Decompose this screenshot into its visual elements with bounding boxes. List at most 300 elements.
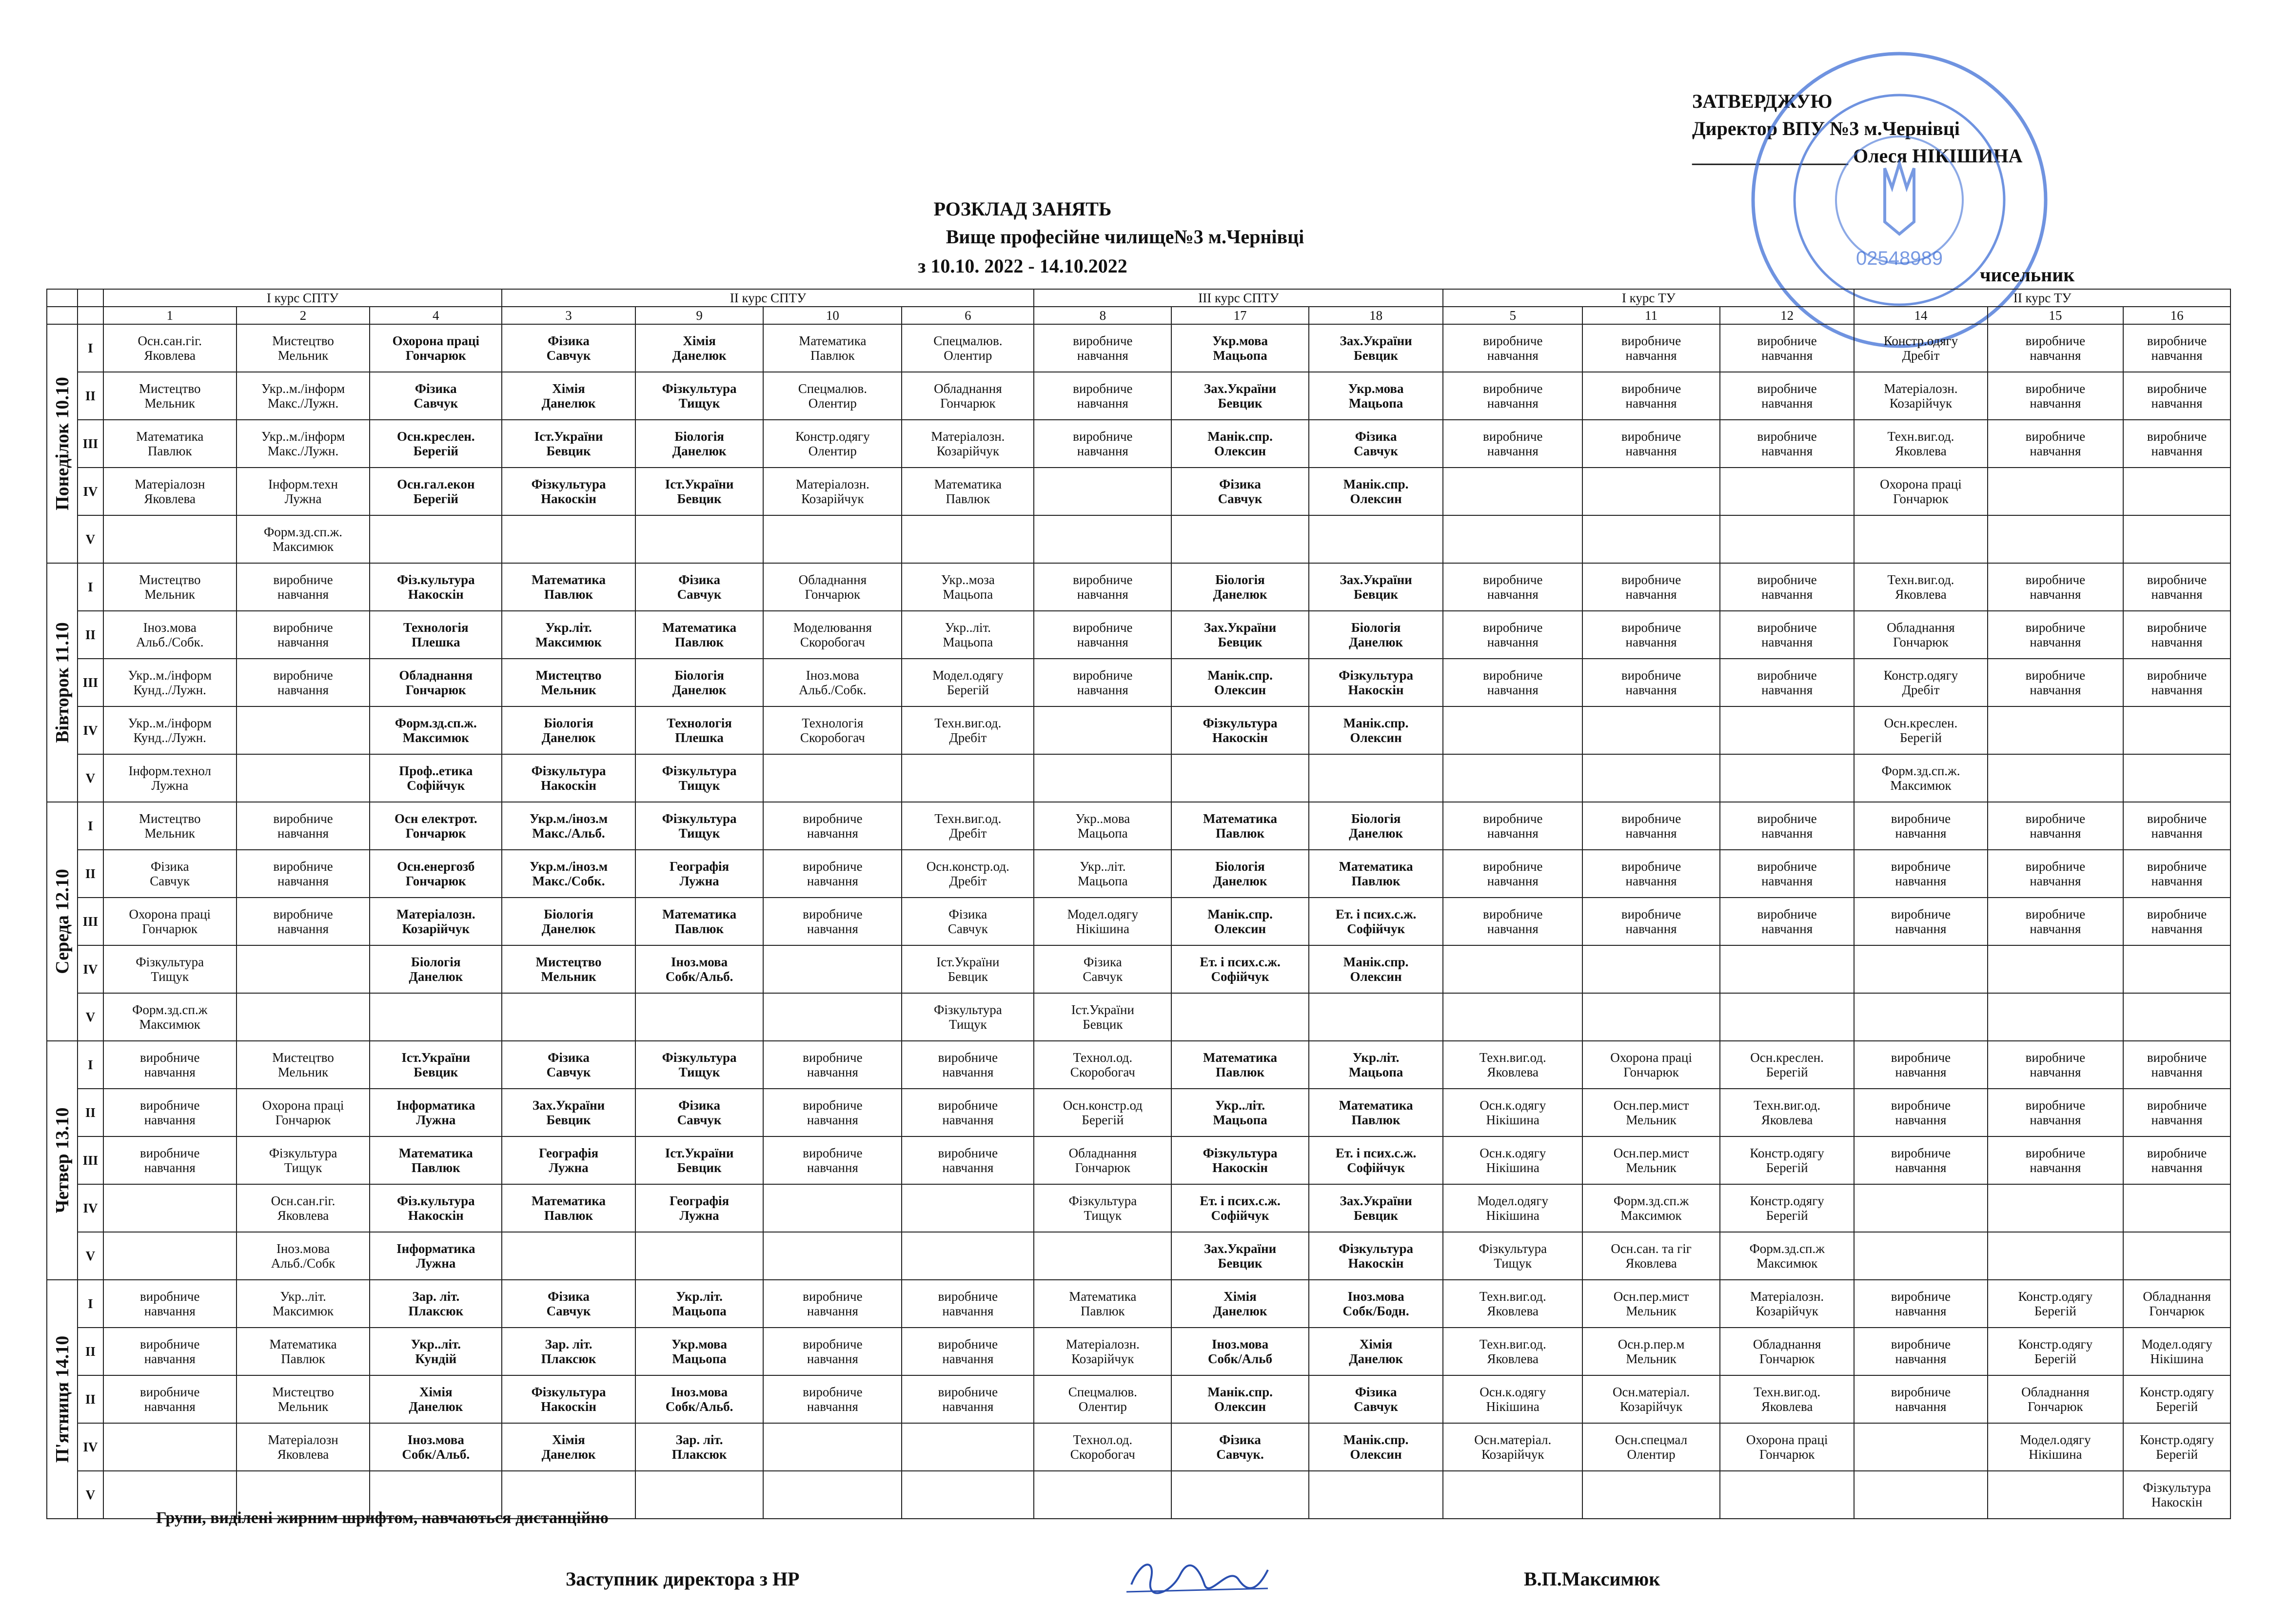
schedule-cell: Біологія Данелюк bbox=[370, 945, 502, 993]
schedule-cell: виробниче навчання bbox=[763, 1089, 902, 1136]
schedule-cell: виробниче навчання bbox=[1582, 659, 1720, 706]
schedule-cell bbox=[1443, 1471, 1582, 1519]
schedule-cell: виробниче навчання bbox=[2123, 611, 2230, 659]
schedule-cell bbox=[635, 1471, 764, 1519]
schedule-cell bbox=[2123, 468, 2230, 515]
schedule-cell: виробниче навчання bbox=[2123, 420, 2230, 468]
schedule-cell: Матеріалозн. Козарійчук bbox=[1034, 1328, 1171, 1375]
period-number: IV bbox=[78, 1184, 103, 1232]
schedule-cell: Констр.одягу Дребіт bbox=[1854, 659, 1987, 706]
schedule-cell bbox=[370, 993, 502, 1041]
period-number: І bbox=[78, 1041, 103, 1089]
schedule-cell bbox=[2123, 515, 2230, 563]
schedule-cell: Біологія Данелюк bbox=[1309, 802, 1443, 850]
schedule-cell: Іноз.мова Альб./Собк bbox=[237, 1232, 370, 1280]
schedule-cell: Ет. і псих.с.ж. Софійчук bbox=[1309, 1136, 1443, 1184]
schedule-cell: Фізика Савчук bbox=[103, 850, 237, 898]
schedule-cell: Біологія Данелюк bbox=[1171, 563, 1309, 611]
schedule-cell: Манік.спр. Олексин bbox=[1171, 420, 1309, 468]
schedule-cell: Іноз.мова Собк/Альб. bbox=[635, 945, 764, 993]
schedule-cell: виробниче навчання bbox=[237, 898, 370, 945]
schedule-cell bbox=[1988, 754, 2124, 802]
schedule-cell: виробниче навчання bbox=[1034, 611, 1171, 659]
schedule-cell bbox=[1854, 1184, 1987, 1232]
group-number: 6 bbox=[902, 307, 1034, 324]
schedule-cell bbox=[1171, 993, 1309, 1041]
page-subtitle: Вище професійне чилище№3 м.Чернівці bbox=[946, 226, 1304, 248]
group-number: 8 bbox=[1034, 307, 1171, 324]
course-header: ІІ курс СПТУ bbox=[502, 289, 1034, 307]
corner-cell bbox=[47, 289, 78, 307]
schedule-cell: Осн електрот. Гончарюк bbox=[370, 802, 502, 850]
schedule-cell bbox=[1720, 706, 1854, 754]
schedule-cell: Зах.України Бевцик bbox=[1171, 372, 1309, 420]
schedule-cell: Констр.одягу Берегій bbox=[1988, 1280, 2124, 1328]
week-type-label: чисельник bbox=[1980, 264, 2075, 286]
schedule-cell: Іноз.мова Собк/Бодн. bbox=[1309, 1280, 1443, 1328]
day-cell bbox=[47, 324, 78, 563]
schedule-cell bbox=[902, 515, 1034, 563]
course-header: І курс ТУ bbox=[1443, 289, 1854, 307]
schedule-cell bbox=[1034, 515, 1171, 563]
schedule-cell bbox=[1720, 754, 1854, 802]
schedule-cell: Фізика Савчук bbox=[635, 1089, 764, 1136]
corner-cell bbox=[47, 307, 78, 324]
schedule-cell: Укр..мова Мацьопа bbox=[1034, 802, 1171, 850]
schedule-cell bbox=[1171, 515, 1309, 563]
schedule-cell: Фізкультура Тищук bbox=[1443, 1232, 1582, 1280]
schedule-cell bbox=[1988, 1184, 2124, 1232]
schedule-cell: Фізика Савчук bbox=[1171, 468, 1309, 515]
schedule-cell bbox=[1720, 1471, 1854, 1519]
period-number: І bbox=[78, 563, 103, 611]
table-row bbox=[47, 993, 2230, 1041]
schedule-cell bbox=[902, 1232, 1034, 1280]
schedule-cell: Іст.України Бевцик bbox=[635, 468, 764, 515]
schedule-cell: виробниче навчання bbox=[1854, 802, 1987, 850]
schedule-cell: Математика Павлюк bbox=[370, 1136, 502, 1184]
schedule-cell: Проф..етика Софійчук bbox=[370, 754, 502, 802]
schedule-cell bbox=[370, 515, 502, 563]
schedule-cell bbox=[1988, 515, 2124, 563]
schedule-cell: Укр.літ. Мацьопа bbox=[635, 1280, 764, 1328]
schedule-cell: Обладнання Гончарюк bbox=[1720, 1328, 1854, 1375]
signatory-role: Заступник директора з НР bbox=[566, 1568, 800, 1590]
table-row bbox=[47, 706, 2230, 754]
schedule-cell: виробниче навчання bbox=[2123, 1136, 2230, 1184]
table-row bbox=[47, 1184, 2230, 1232]
schedule-cell: Техн.виг.од. Яковлева bbox=[1443, 1280, 1582, 1328]
group-number: 17 bbox=[1171, 307, 1309, 324]
schedule-cell: виробниче навчання bbox=[1582, 802, 1720, 850]
schedule-cell bbox=[237, 945, 370, 993]
schedule-cell: Осн.к.одягу Нікішина bbox=[1443, 1089, 1582, 1136]
schedule-cell: Мистецтво Мельник bbox=[237, 324, 370, 372]
schedule-cell: виробниче навчання bbox=[763, 802, 902, 850]
schedule-cell: виробниче навчання bbox=[1988, 611, 2124, 659]
schedule-cell: Фізика Савчук bbox=[502, 1041, 635, 1089]
table-row bbox=[47, 802, 2230, 850]
schedule-cell bbox=[1988, 945, 2124, 993]
course-header: ІІІ курс СПТУ bbox=[1034, 289, 1443, 307]
schedule-cell bbox=[1988, 993, 2124, 1041]
group-number: 1 bbox=[103, 307, 237, 324]
schedule-cell: виробниче навчання bbox=[2123, 898, 2230, 945]
table-row bbox=[47, 945, 2230, 993]
schedule-cell: Осн.креслен. Берегій bbox=[1854, 706, 1987, 754]
schedule-cell: Фізика Савчук bbox=[370, 372, 502, 420]
group-number: 4 bbox=[370, 307, 502, 324]
schedule-cell: Мистецтво Мельник bbox=[103, 563, 237, 611]
schedule-cell: Техн.виг.од. Яковлева bbox=[1854, 563, 1987, 611]
schedule-cell: виробниче навчання bbox=[2123, 372, 2230, 420]
schedule-cell: Спецмалюв. Олентир bbox=[1034, 1375, 1171, 1423]
schedule-cell: Мистецтво Мельник bbox=[502, 945, 635, 993]
schedule-cell: Математика Павлюк bbox=[635, 898, 764, 945]
schedule-cell: Біологія Данелюк bbox=[1171, 850, 1309, 898]
schedule-cell: Осн.спецмал Олентир bbox=[1582, 1423, 1720, 1471]
schedule-cell: Осн.пер.мист Мельник bbox=[1582, 1089, 1720, 1136]
schedule-cell: Модел.одягу Нікішина bbox=[1988, 1423, 2124, 1471]
schedule-cell: виробниче навчання bbox=[103, 1280, 237, 1328]
corner-cell bbox=[78, 307, 103, 324]
schedule-cell bbox=[1854, 1232, 1987, 1280]
day-label: Понеділок 10.10 bbox=[52, 377, 73, 510]
schedule-cell: Техн.виг.од. Дребіт bbox=[902, 706, 1034, 754]
day-label: П'ятниця 14.10 bbox=[52, 1335, 73, 1463]
day-label: Вівторок 11.10 bbox=[52, 622, 73, 743]
schedule-cell: Укр..літ. Кундій bbox=[370, 1328, 502, 1375]
schedule-cell: Форм.зд.сп.ж Максимюк bbox=[1582, 1184, 1720, 1232]
schedule-cell: Фізкультура Накоскін bbox=[1171, 1136, 1309, 1184]
schedule-cell: Технологія Плешка bbox=[370, 611, 502, 659]
schedule-cell: Укр.мова Мацьопа bbox=[1309, 372, 1443, 420]
schedule-cell: Інформ.техн Лужна bbox=[237, 468, 370, 515]
schedule-cell bbox=[502, 515, 635, 563]
schedule-cell: Математика Павлюк bbox=[1309, 1089, 1443, 1136]
period-number: І bbox=[78, 802, 103, 850]
schedule-cell bbox=[2123, 754, 2230, 802]
schedule-cell: Хімія Данелюк bbox=[502, 1423, 635, 1471]
schedule-cell: виробниче навчання bbox=[763, 1041, 902, 1089]
schedule-cell bbox=[103, 1423, 237, 1471]
table-row bbox=[47, 1041, 2230, 1089]
schedule-cell bbox=[1034, 1232, 1171, 1280]
schedule-table bbox=[46, 289, 2231, 1519]
schedule-cell: Укр..літ. Мацьопа bbox=[1171, 1089, 1309, 1136]
schedule-cell: Фізкультура Накоскін bbox=[1309, 1232, 1443, 1280]
schedule-cell: Манік.спр. Олексин bbox=[1171, 1375, 1309, 1423]
period-number: IV bbox=[78, 1423, 103, 1471]
schedule-cell: Зар. літ. Плаксюк bbox=[370, 1280, 502, 1328]
schedule-cell bbox=[1443, 945, 1582, 993]
period-number: V bbox=[78, 754, 103, 802]
schedule-cell: Техн.виг.од. Яковлева bbox=[1720, 1089, 1854, 1136]
schedule-cell: виробниче навчання bbox=[2123, 324, 2230, 372]
table-row bbox=[47, 468, 2230, 515]
schedule-cell: Технологія Плешка bbox=[635, 706, 764, 754]
schedule-cell: виробниче навчання bbox=[1988, 850, 2124, 898]
schedule-cell: Укр.м./іноз.м Макс./Альб. bbox=[502, 802, 635, 850]
schedule-cell: виробниче навчання bbox=[1988, 372, 2124, 420]
schedule-cell: Охорона праці Гончарюк bbox=[1854, 468, 1987, 515]
schedule-cell: Форм.зд.сп.ж Максимюк bbox=[1720, 1232, 1854, 1280]
schedule-cell: виробниче навчання bbox=[1582, 563, 1720, 611]
group-number: 3 bbox=[502, 307, 635, 324]
schedule-cell: виробниче навчання bbox=[1854, 898, 1987, 945]
group-number: 11 bbox=[1582, 307, 1720, 324]
schedule-cell: Матеріалозн Яковлева bbox=[103, 468, 237, 515]
schedule-cell bbox=[763, 945, 902, 993]
schedule-cell: Обладнання Гончарюк bbox=[2123, 1280, 2230, 1328]
schedule-cell: Іст.України Бевцик bbox=[1034, 993, 1171, 1041]
schedule-cell bbox=[2123, 945, 2230, 993]
schedule-cell: Моделювання Скоробогач bbox=[763, 611, 902, 659]
schedule-cell: Констр.одягу Берегій bbox=[1720, 1136, 1854, 1184]
period-number: IV bbox=[78, 706, 103, 754]
schedule-cell: Математика Павлюк bbox=[1034, 1280, 1171, 1328]
schedule-cell: виробниче навчання bbox=[1720, 563, 1854, 611]
day-label: Середа 12.10 bbox=[52, 869, 73, 974]
schedule-cell: Модел.одягу Нікішина bbox=[2123, 1328, 2230, 1375]
schedule-cell: Техн.виг.од. Яковлева bbox=[1443, 1328, 1582, 1375]
schedule-cell: виробниче навчання bbox=[763, 898, 902, 945]
schedule-cell: виробниче навчання bbox=[1582, 420, 1720, 468]
schedule-cell: Осн.матеріал. Козарійчук bbox=[1443, 1423, 1582, 1471]
period-number: ІІІ bbox=[78, 1136, 103, 1184]
schedule-cell: виробниче навчання bbox=[103, 1136, 237, 1184]
schedule-cell: Осн.констр.од. Дребіт bbox=[902, 850, 1034, 898]
schedule-cell bbox=[763, 515, 902, 563]
schedule-cell: Осн.креслен. Берегій bbox=[1720, 1041, 1854, 1089]
schedule-cell: Хімія Данелюк bbox=[1309, 1328, 1443, 1375]
schedule-cell: Фізкультура Накоскін bbox=[2123, 1471, 2230, 1519]
schedule-cell: Фізика Савчук bbox=[1034, 945, 1171, 993]
schedule-cell: Фізкультура Накоскін bbox=[502, 1375, 635, 1423]
day-label: Четвер 13.10 bbox=[52, 1107, 73, 1213]
schedule-cell: Ет. і псих.с.ж. Софійчук bbox=[1171, 945, 1309, 993]
schedule-cell bbox=[1034, 706, 1171, 754]
schedule-cell bbox=[1443, 993, 1582, 1041]
schedule-cell: виробниче навчання bbox=[902, 1280, 1034, 1328]
schedule-cell: Іст.України Бевцик bbox=[502, 420, 635, 468]
schedule-cell: виробниче навчання bbox=[1443, 802, 1582, 850]
schedule-cell: Фіз.культура Накоскін bbox=[370, 1184, 502, 1232]
schedule-cell: виробниче навчання bbox=[103, 1375, 237, 1423]
schedule-cell: Констр.одягу Берегій bbox=[2123, 1375, 2230, 1423]
schedule-cell: виробниче навчання bbox=[1854, 1041, 1987, 1089]
schedule-cell: виробниче навчання bbox=[1988, 420, 2124, 468]
day-cell bbox=[47, 1041, 78, 1280]
signature bbox=[1122, 1550, 1278, 1604]
schedule-cell: виробниче навчання bbox=[763, 1280, 902, 1328]
schedule-cell: Біологія Данелюк bbox=[635, 420, 764, 468]
schedule-cell: виробниче навчання bbox=[1443, 898, 1582, 945]
schedule-cell: Техн.виг.од. Яковлева bbox=[1720, 1375, 1854, 1423]
schedule-cell: Спецмалюв. Олентир bbox=[763, 372, 902, 420]
schedule-cell bbox=[1582, 468, 1720, 515]
schedule-cell: виробниче навчання bbox=[902, 1136, 1034, 1184]
schedule-cell: виробниче навчання bbox=[763, 850, 902, 898]
schedule-cell: виробниче навчання bbox=[1854, 1375, 1987, 1423]
schedule-cell: Осн.сан.гіг. Яковлева bbox=[103, 324, 237, 372]
period-number: ІІ bbox=[78, 611, 103, 659]
schedule-cell: Технол.од. Скоробогач bbox=[1034, 1041, 1171, 1089]
schedule-cell: Матеріалозн. Козарійчук bbox=[902, 420, 1034, 468]
table-row bbox=[47, 754, 2230, 802]
schedule-cell: Констр.одягу Олентир bbox=[763, 420, 902, 468]
schedule-cell: виробниче навчання bbox=[1988, 324, 2124, 372]
schedule-cell: виробниче навчання bbox=[237, 850, 370, 898]
schedule-cell: виробниче навчання bbox=[103, 1328, 237, 1375]
schedule-cell: Зах.України Бевцик bbox=[1171, 1232, 1309, 1280]
schedule-cell: Математика Павлюк bbox=[1171, 802, 1309, 850]
schedule-cell: Фізкультура Тищук bbox=[1034, 1184, 1171, 1232]
table-row bbox=[47, 1136, 2230, 1184]
schedule-cell: Техн.виг.од. Дребіт bbox=[902, 802, 1034, 850]
schedule-cell: Укр.літ. Мацьопа bbox=[1309, 1041, 1443, 1089]
period-number: ІІ bbox=[78, 1328, 103, 1375]
schedule-cell: Укр..літ. Мацьопа bbox=[1034, 850, 1171, 898]
schedule-cell: Констр.одягу Берегій bbox=[1988, 1328, 2124, 1375]
schedule-cell bbox=[635, 993, 764, 1041]
schedule-cell: Осн.пер.мист Мельник bbox=[1582, 1136, 1720, 1184]
schedule-cell bbox=[1988, 468, 2124, 515]
day-cell bbox=[47, 802, 78, 1041]
schedule-cell: Модел.одягу Берегій bbox=[902, 659, 1034, 706]
schedule-cell: виробниче навчання bbox=[1443, 611, 1582, 659]
schedule-cell: Фізика Савчук. bbox=[1171, 1423, 1309, 1471]
schedule-cell bbox=[2123, 993, 2230, 1041]
schedule-cell: Модел.одягу Нікішина bbox=[1443, 1184, 1582, 1232]
schedule-cell bbox=[1582, 1471, 1720, 1519]
table-row bbox=[47, 515, 2230, 563]
schedule-cell: виробниче навчання bbox=[1034, 420, 1171, 468]
schedule-cell bbox=[1582, 754, 1720, 802]
schedule-cell: виробниче навчання bbox=[237, 802, 370, 850]
schedule-cell bbox=[1854, 1471, 1987, 1519]
schedule-cell: Зар. літ. Плаксюк bbox=[502, 1328, 635, 1375]
schedule-cell: Мистецтво Мельник bbox=[237, 1375, 370, 1423]
schedule-cell: Математика Павлюк bbox=[1309, 850, 1443, 898]
schedule-cell bbox=[763, 1232, 902, 1280]
schedule-cell: виробниче навчання bbox=[763, 1136, 902, 1184]
schedule-cell: Зах.України Бевцик bbox=[1309, 324, 1443, 372]
schedule-cell bbox=[1034, 754, 1171, 802]
schedule-cell bbox=[1988, 706, 2124, 754]
schedule-cell: Зар. літ. Плаксюк bbox=[635, 1423, 764, 1471]
schedule-cell: Іноз.мова Собк/Альб bbox=[1171, 1328, 1309, 1375]
schedule-cell: виробниче навчання bbox=[237, 563, 370, 611]
schedule-cell bbox=[502, 993, 635, 1041]
schedule-cell: виробниче навчання bbox=[1988, 802, 2124, 850]
schedule-cell: виробниче навчання bbox=[1854, 850, 1987, 898]
schedule-cell: Обладнання Гончарюк bbox=[1988, 1375, 2124, 1423]
schedule-cell: Ет. і псих.с.ж. Софійчук bbox=[1171, 1184, 1309, 1232]
table-row bbox=[47, 420, 2230, 468]
schedule-cell: Фізика Савчук bbox=[502, 324, 635, 372]
schedule-cell: Форм.зд.сп.ж. Максимюк bbox=[370, 706, 502, 754]
period-number: ІІ bbox=[78, 850, 103, 898]
course-header: ІІ курс ТУ bbox=[1854, 289, 2230, 307]
schedule-cell: Манік.спр. Олексин bbox=[1309, 468, 1443, 515]
schedule-cell bbox=[902, 1423, 1034, 1471]
schedule-cell: Математика Павлюк bbox=[103, 420, 237, 468]
schedule-cell bbox=[1720, 993, 1854, 1041]
schedule-cell: виробниче навчання bbox=[2123, 1089, 2230, 1136]
group-number: 2 bbox=[237, 307, 370, 324]
schedule-cell: Техн.виг.од. Яковлева bbox=[1443, 1041, 1582, 1089]
period-number: V bbox=[78, 1471, 103, 1519]
schedule-cell: Укр..моза Мацьопа bbox=[902, 563, 1034, 611]
schedule-cell: Фізкультура Накоскін bbox=[502, 754, 635, 802]
schedule-cell bbox=[1854, 945, 1987, 993]
schedule-cell bbox=[1309, 993, 1443, 1041]
signatory-name: В.П.Максимюк bbox=[1524, 1568, 1660, 1590]
schedule-cell: Укр.мова Мацьопа bbox=[1171, 324, 1309, 372]
schedule-cell: виробниче навчання bbox=[1443, 324, 1582, 372]
schedule-cell: Осн.матеріал. Козарійчук bbox=[1582, 1375, 1720, 1423]
schedule-cell bbox=[1443, 468, 1582, 515]
schedule-cell: Математика Павлюк bbox=[502, 1184, 635, 1232]
schedule-cell: виробниче навчання bbox=[1034, 372, 1171, 420]
schedule-cell: Охорона праці Гончарюк bbox=[1582, 1041, 1720, 1089]
schedule-cell: виробниче навчання bbox=[1034, 563, 1171, 611]
footer-note: Групи, виділені жирним шрифтом, навчаються дистанційно bbox=[156, 1509, 609, 1527]
schedule-cell: Іноз.мова Собк/Альб. bbox=[370, 1423, 502, 1471]
schedule-cell bbox=[1720, 515, 1854, 563]
schedule-cell bbox=[1582, 993, 1720, 1041]
schedule-cell: Обладнання Гончарюк bbox=[1034, 1136, 1171, 1184]
schedule-cell: Укр..м./інформ Кунд../Лужн. bbox=[103, 659, 237, 706]
period-number: ІІІ bbox=[78, 898, 103, 945]
schedule-cell: Географія Лужна bbox=[635, 850, 764, 898]
group-number: 15 bbox=[1988, 307, 2124, 324]
schedule-cell: виробниче навчання bbox=[2123, 1041, 2230, 1089]
schedule-cell: Укр..м./інформ Макс./Лужн. bbox=[237, 372, 370, 420]
period-number: ІІ bbox=[78, 1089, 103, 1136]
schedule-cell bbox=[763, 1423, 902, 1471]
schedule-cell: Математика Павлюк bbox=[1171, 1041, 1309, 1089]
schedule-cell bbox=[1443, 754, 1582, 802]
schedule-cell: Осн.сан. та гіг Яковлева bbox=[1582, 1232, 1720, 1280]
schedule-cell bbox=[902, 1184, 1034, 1232]
schedule-cell: Обладнання Гончарюк bbox=[1854, 611, 1987, 659]
schedule-cell: виробниче навчання bbox=[902, 1089, 1034, 1136]
schedule-cell: Осн.к.одягу Нікішина bbox=[1443, 1375, 1582, 1423]
table-row bbox=[47, 372, 2230, 420]
group-number: 16 bbox=[2123, 307, 2230, 324]
schedule-cell bbox=[103, 515, 237, 563]
period-number: V bbox=[78, 515, 103, 563]
schedule-cell: Форм.зд.сп.ж. Максимюк bbox=[1854, 754, 1987, 802]
schedule-cell: Біологія Данелюк bbox=[1309, 611, 1443, 659]
schedule-cell: Фізика Савчук bbox=[502, 1280, 635, 1328]
schedule-cell: Форм.зд.сп.ж. Максимюк bbox=[237, 515, 370, 563]
schedule-cell: Манік.спр. Олексин bbox=[1171, 898, 1309, 945]
period-number: І bbox=[78, 324, 103, 372]
schedule-cell bbox=[1582, 945, 1720, 993]
course-header-row bbox=[47, 289, 2230, 307]
table-row bbox=[47, 563, 2230, 611]
schedule-cell: Технол.од. Скоробогач bbox=[1034, 1423, 1171, 1471]
schedule-cell: виробниче навчання bbox=[237, 659, 370, 706]
schedule-cell: Хімія Данелюк bbox=[1171, 1280, 1309, 1328]
period-number: І bbox=[78, 1280, 103, 1328]
schedule-cell: Мистецтво Мельник bbox=[237, 1041, 370, 1089]
schedule-cell: Осн.пер.мист Мельник bbox=[1582, 1280, 1720, 1328]
period-number: IV bbox=[78, 468, 103, 515]
